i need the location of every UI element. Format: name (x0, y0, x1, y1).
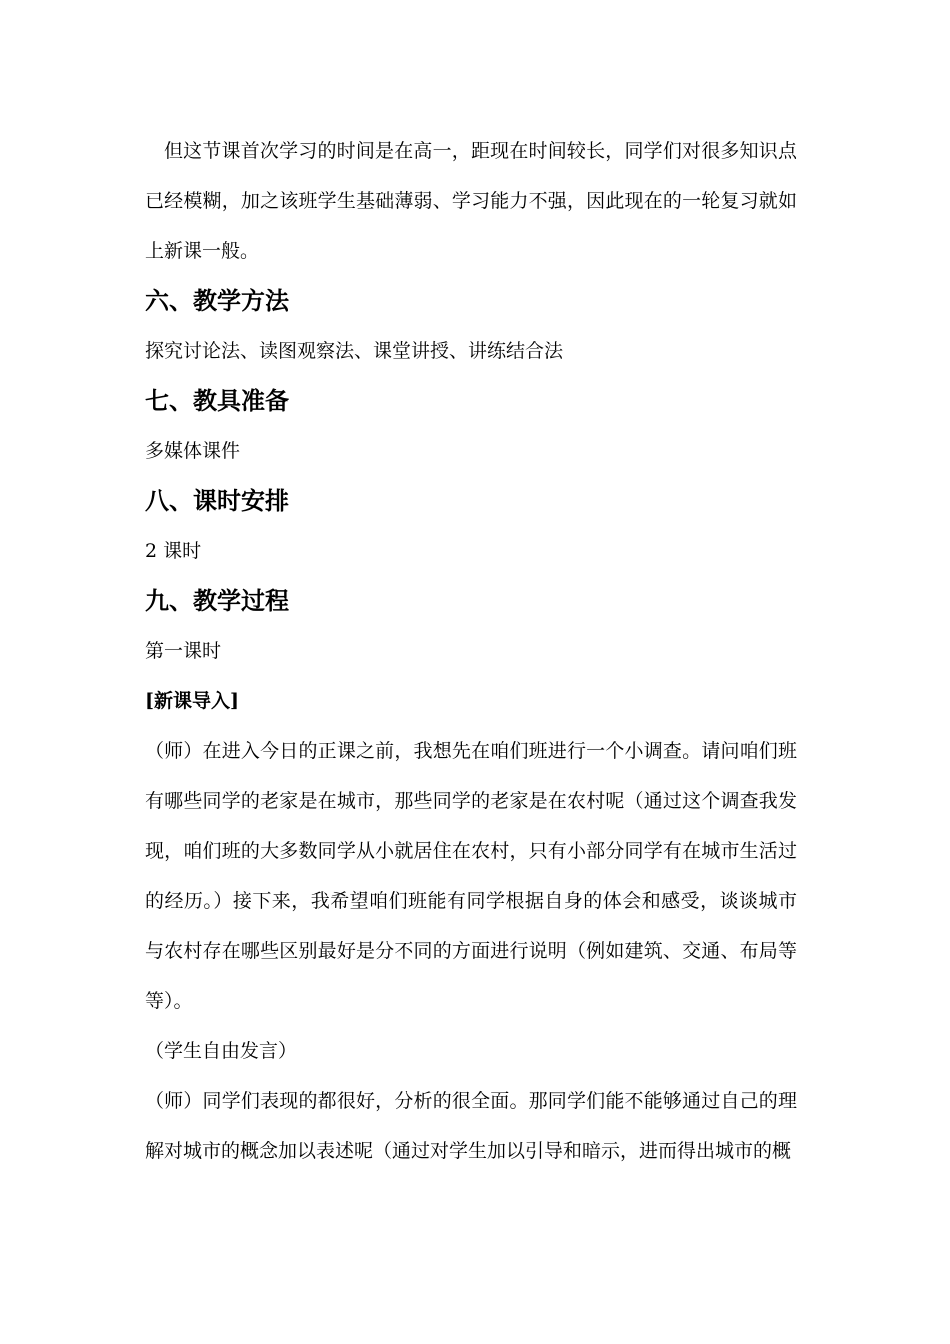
process-paragraph-3: （师）同学们表现的都很好，分析的很全面。那同学们能不能够通过自己的理解对城市的概念加以表述呢（通过对学生加以引导和暗示，进而得出城市的概 (145, 1090, 797, 1162)
methods-body: 探究讨论法、读图观察法、课堂讲授、讲练结合法 (145, 340, 564, 362)
subsection-title: [新课导入] (145, 690, 239, 712)
intro-paragraph: 但这节课首次学习的时间是在高一，距现在时间较长，同学们对很多知识点已经模糊，加之该班学生基础薄弱、学习能力不强，因此现在的一轮复习就如上新课一般。 (145, 140, 797, 262)
document-page (145, 126, 797, 1176)
section-heading-schedule: 八、课时安排 (145, 487, 289, 515)
tools-body: 多媒体课件 (145, 440, 241, 462)
process-paragraph-1: （师）在进入今日的正课之前，我想先在咱们班进行一个小调查。请问咱们班有哪些同学的老家是在城市，那些同学的老家是在农村呢（通过这个调查我发现，咱们班的大多数同学从小就居住在农村，只有小部分同学有在城市生活过的经历。）接下来，我希望咱们班能有同学根据自身的体会和感受，谈谈城市与农村存在哪些区别最好是分不同的方面进行说明（例如建筑、交通、布局等等）。 (145, 740, 797, 1012)
lesson-label: 第一课时 (145, 640, 222, 662)
section-heading-methods: 六、教学方法 (145, 287, 289, 315)
schedule-body: 2 课时 (145, 540, 202, 562)
section-heading-tools: 七、教具准备 (145, 387, 289, 415)
section-heading-process: 九、教学过程 (145, 587, 289, 615)
process-paragraph-2: （学生自由发言） (145, 1040, 298, 1062)
